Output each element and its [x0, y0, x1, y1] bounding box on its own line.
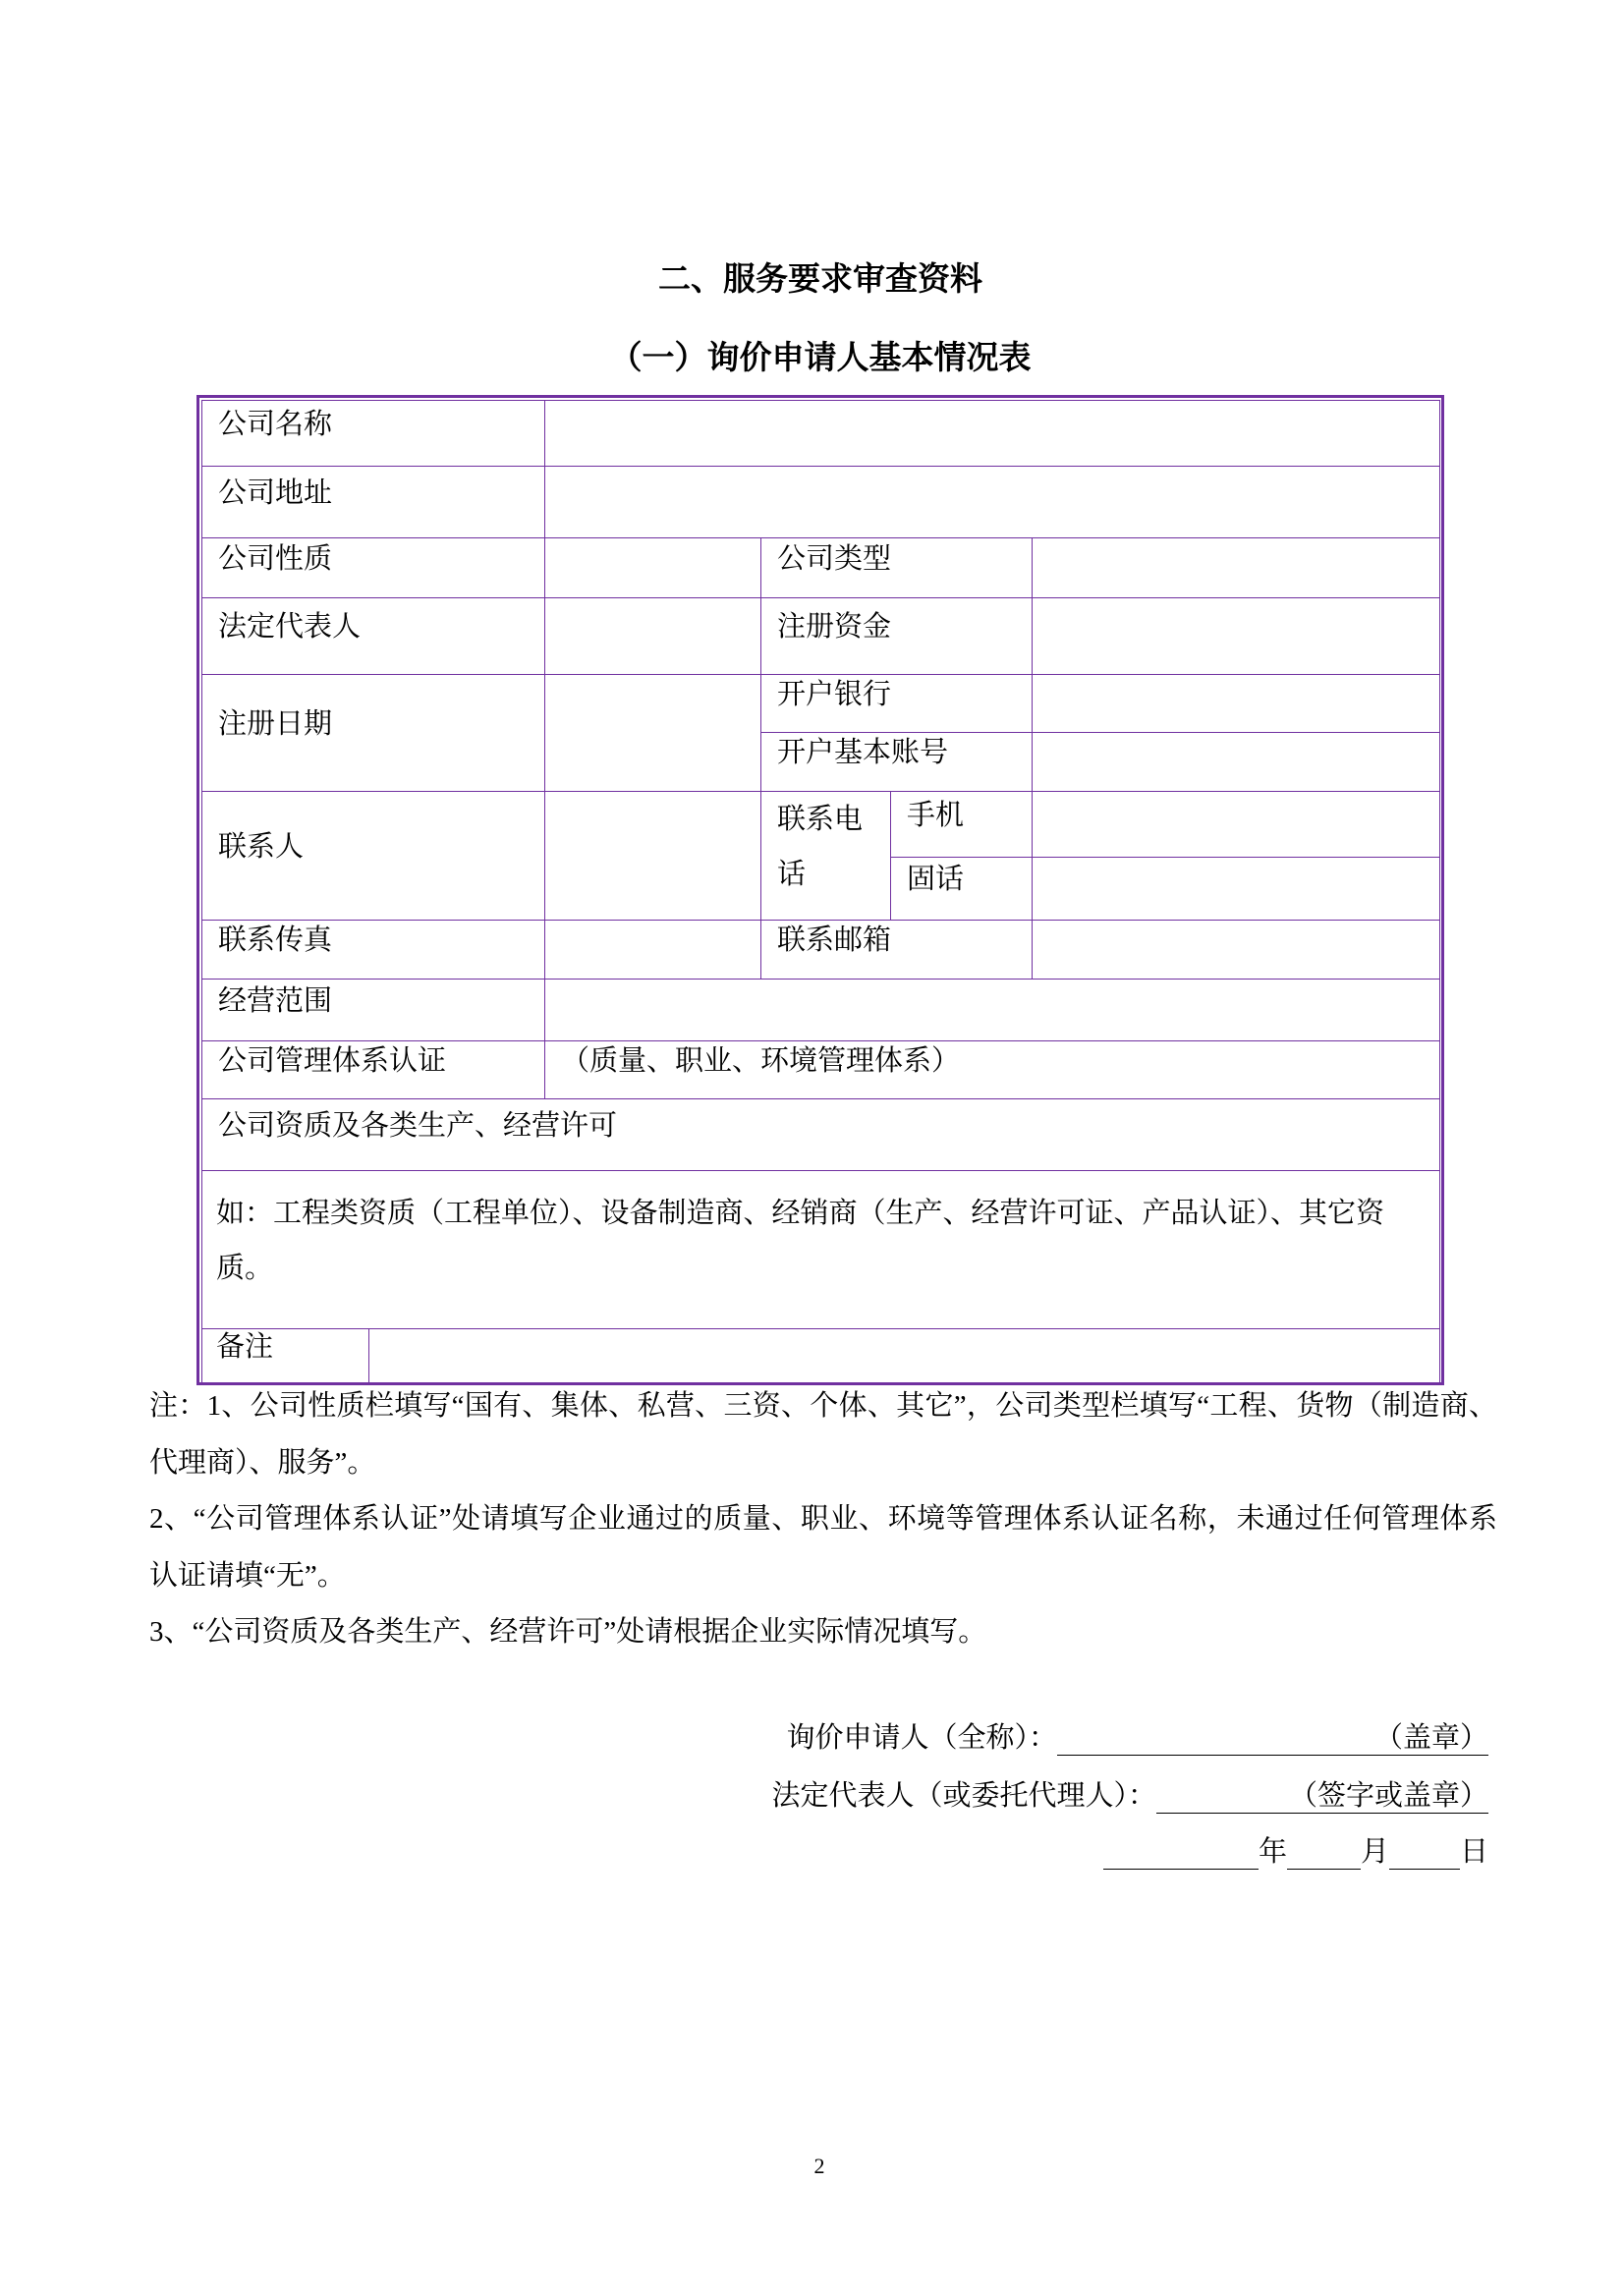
- remarks-container: [202, 1329, 1439, 1383]
- basic-account-value: [1033, 733, 1440, 792]
- registration-date-label: 注册日期: [202, 675, 545, 792]
- table-row: [202, 1171, 1440, 1329]
- company-type-label: 公司类型: [761, 538, 1033, 598]
- year-blank: [1103, 1835, 1259, 1870]
- registered-capital-label: 注册资金: [761, 598, 1033, 675]
- table-row: [202, 921, 1440, 980]
- mobile-value: [1033, 792, 1440, 858]
- table-row: [202, 598, 1440, 675]
- company-type-value: [1033, 538, 1440, 598]
- applicant-stamp-text: （盖章）: [1373, 1722, 1488, 1754]
- note-item: 3、“公司资质及各类生产、经营许可”处请根据企业实际情况填写。: [149, 1616, 987, 1648]
- contact-person-label: 联系人: [202, 792, 545, 921]
- qualifications-label: 公司资质及各类生产、经营许可: [202, 1099, 1440, 1171]
- table-row: [202, 467, 1440, 538]
- email-value: [1033, 921, 1440, 980]
- management-certification-hint: （质量、职业、环境管理体系）: [545, 1041, 1440, 1099]
- month-blank: [1287, 1835, 1361, 1870]
- day-label: 日: [1459, 1836, 1488, 1868]
- remarks-value: [369, 1329, 1439, 1383]
- page-number: 2: [813, 2154, 825, 2178]
- note-item: 注：1、公司性质栏填写“国有、集体、私营、三资、个体、其它”，公司类型栏填写“工程、货物（制造商、代理商）、服务”。: [149, 1390, 1497, 1479]
- applicant-label: 询价申请人（全称）：: [786, 1722, 1057, 1754]
- fax-value: [545, 921, 761, 980]
- representative-stamp-text: （签字或盖章）: [1288, 1780, 1488, 1812]
- mobile-label: 手机: [891, 792, 1033, 858]
- registered-capital-value: [1033, 598, 1440, 675]
- table-row: [202, 401, 1440, 467]
- company-name-value: [545, 401, 1440, 467]
- table-title: （一）询价申请人基本情况表: [609, 341, 1032, 376]
- company-nature-value: [545, 538, 761, 598]
- management-certification-label: 公司管理体系认证: [202, 1041, 545, 1099]
- basic-account-label: 开户基本账号: [761, 733, 1033, 792]
- company-nature-label: 公司性质: [202, 538, 545, 598]
- remarks-row: [202, 1329, 1440, 1384]
- remarks-label-cell: [202, 1329, 369, 1383]
- representative-signature-line: [771, 1779, 1488, 1815]
- contact-person-value: [545, 792, 761, 921]
- company-name-label: 公司名称: [202, 401, 545, 467]
- email-label: 联系邮箱: [761, 921, 1033, 980]
- table-row: [202, 1041, 1440, 1099]
- landline-label: 固话: [891, 857, 1033, 920]
- notes-section: [149, 1378, 1497, 1661]
- registration-date-value: [545, 675, 761, 792]
- date-line: [1103, 1835, 1488, 1871]
- company-address-label: 公司地址: [202, 467, 545, 538]
- table-row: [202, 538, 1440, 598]
- qualifications-example: 如：工程类资质（工程单位）、设备制造商、经销商（生产、经营许可证、产品认证）、其它资质。: [202, 1171, 1440, 1329]
- day-blank: [1389, 1835, 1460, 1870]
- applicant-signature-line: [786, 1721, 1488, 1757]
- month-label: 月: [1360, 1836, 1389, 1868]
- applicant-info-table-frame: [196, 395, 1444, 1385]
- table-row: [202, 980, 1440, 1041]
- remarks-label: 备注: [216, 1331, 274, 1364]
- note-item: 2、“公司管理体系认证”处请填写企业通过的质量、职业、环境等管理体系认证名称，未通过任何管理体系认证请填“无”。: [149, 1503, 1497, 1592]
- fax-label: 联系传真: [202, 921, 545, 980]
- applicant-info-table: [201, 400, 1440, 1384]
- table-row: [202, 792, 1440, 858]
- representative-signature-blank: [1156, 1779, 1488, 1814]
- section-title: 二、服务要求审查资料: [658, 262, 982, 298]
- table-row: [202, 1329, 1440, 1384]
- landline-value: [1033, 857, 1440, 920]
- business-scope-label: 经营范围: [202, 980, 545, 1041]
- legal-representative-label: 法定代表人: [202, 598, 545, 675]
- company-address-value: [545, 467, 1440, 538]
- bank-label: 开户银行: [761, 675, 1033, 733]
- representative-label: 法定代表人（或委托代理人）：: [771, 1780, 1156, 1812]
- contact-phone-label: 联系电话: [761, 792, 891, 921]
- bank-value: [1033, 675, 1440, 733]
- applicant-name-blank: [1057, 1721, 1488, 1756]
- year-label: 年: [1258, 1836, 1287, 1868]
- table-row: [202, 675, 1440, 733]
- legal-representative-value: [545, 598, 761, 675]
- business-scope-value: [545, 980, 1440, 1041]
- table-row: [202, 1099, 1440, 1171]
